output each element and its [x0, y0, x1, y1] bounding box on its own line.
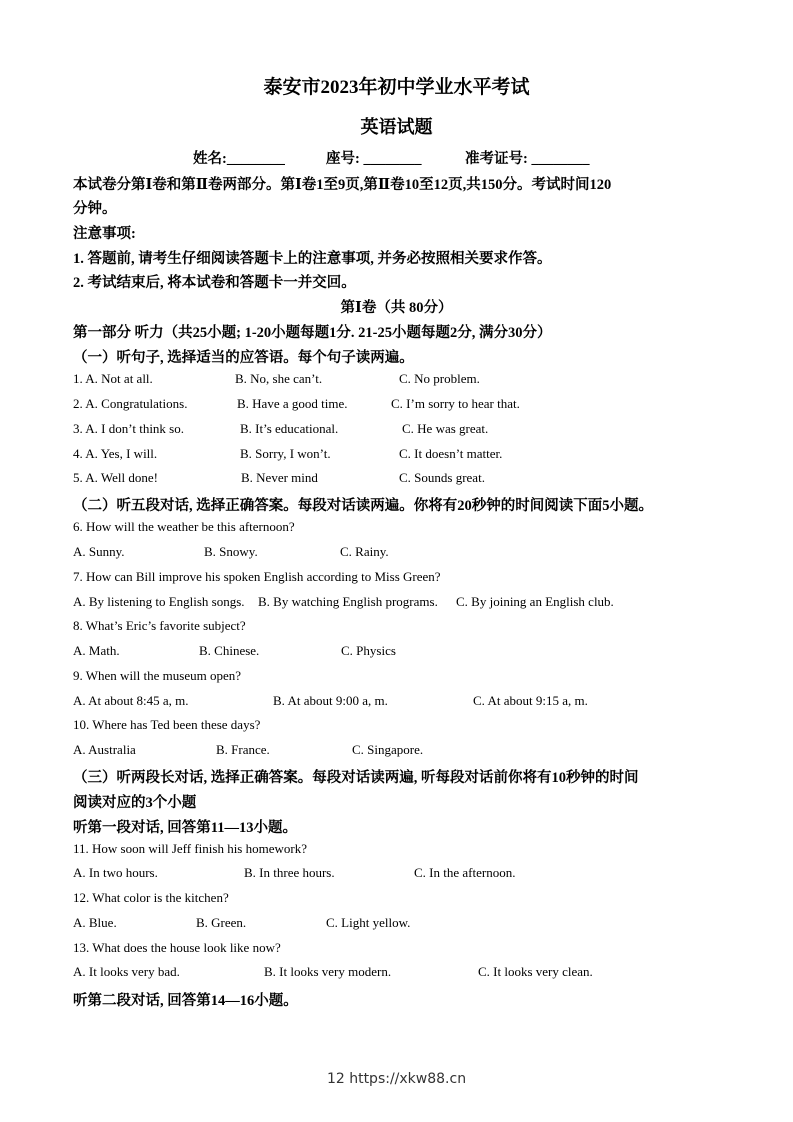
option-a: 5. A. Well done! — [73, 470, 159, 485]
option-c: C. Sounds great. — [399, 470, 485, 485]
part-1-heading: 第一部分 听力（共25小题; 1-20小题每题1分. 21-25小题每题2分, 满分30分） — [73, 325, 552, 341]
exam-title: 泰安市2023年初中学业水平考试 — [263, 77, 530, 98]
option-c: C. No problem. — [399, 371, 480, 386]
option-c: C. Singapore. — [352, 742, 424, 757]
intro-line-2: 分钟。 — [73, 201, 117, 217]
option-c: C. He was great. — [402, 421, 489, 436]
option-c: C. In the afternoon. — [414, 865, 516, 880]
intro-line-1: 本试卷分第Ⅰ卷和第Ⅱ卷两部分。第Ⅰ卷1至9页,第Ⅱ卷10至12页,共150分。考试时间120 — [73, 177, 612, 193]
option-b: B. By watching English programs. — [258, 594, 438, 609]
option-a: 4. A. Yes, I will. — [73, 446, 158, 461]
option-a: A. In two hours. — [73, 865, 158, 880]
question-stem: 10. Where has Ted been these days? — [73, 717, 261, 732]
option-c: C. Physics — [341, 643, 396, 658]
option-a: A. Math. — [73, 643, 120, 658]
notes-item-1: 1. 答题前, 请考生仔细阅读答题卡上的注意事项, 并务必按照相关要求作答。 — [73, 251, 552, 267]
notes-heading: 注意事项: — [73, 226, 136, 242]
option-c: C. It looks very clean. — [478, 964, 593, 979]
question-stem: 8. What’s Eric’s favorite subject? — [73, 618, 246, 633]
question-stem: 6. How will the weather be this afternoon? — [73, 519, 295, 534]
option-b: B. France. — [216, 742, 270, 757]
option-b: B. It’s educational. — [240, 421, 339, 436]
option-a: A. It looks very bad. — [73, 964, 180, 979]
notes-item-2: 2. 考试结束后, 将本试卷和答题卡一并交回。 — [73, 275, 356, 291]
option-a: A. Blue. — [73, 915, 117, 930]
option-b: B. At about 9:00 a, m. — [273, 693, 388, 708]
section-1-heading: （一）听句子, 选择适当的应答语。每个句子读两遍。 — [73, 350, 414, 366]
option-b: B. No, she can’t. — [235, 371, 323, 386]
dialogue-1-heading: 听第一段对话, 回答第11—13小题。 — [73, 820, 297, 836]
option-b: B. Green. — [196, 915, 247, 930]
section-3-heading-line-2: 阅读对应的3个小题 — [73, 795, 197, 811]
option-c: C. Light yellow. — [326, 915, 411, 930]
option-a: A. By listening to English songs. — [73, 594, 245, 609]
option-c: C. Rainy. — [340, 544, 389, 559]
option-a: 3. A. I don’t think so. — [73, 421, 184, 436]
seat-field: 座号: ________ — [326, 151, 422, 167]
option-b: B. It looks very modern. — [264, 964, 392, 979]
exam-subtitle: 英语试题 — [360, 117, 433, 137]
question-stem: 12. What color is the kitchen? — [73, 890, 229, 905]
dialogue-2-heading: 听第二段对话, 回答第14—16小题。 — [73, 993, 298, 1009]
option-c: C. It doesn’t matter. — [399, 446, 503, 461]
option-b: B. Have a good time. — [237, 396, 348, 411]
section-3-heading-line-1: （三）听两段长对话, 选择正确答案。每段对话读两遍, 听每段对话前你将有10秒钟的时间 — [73, 770, 639, 786]
option-b: B. In three hours. — [244, 865, 335, 880]
question-stem: 7. How can Bill improve his spoken English according to Miss Green? — [73, 569, 441, 584]
exam-id-field: 准考证号: ________ — [465, 151, 590, 167]
option-b: B. Sorry, I won’t. — [240, 446, 331, 461]
option-c: C. At about 9:15 a, m. — [473, 693, 588, 708]
volume-1-heading: 第Ⅰ卷（共 80分） — [340, 300, 453, 316]
name-field: 姓名:________ — [193, 151, 285, 167]
question-stem: 13. What does the house look like now? — [73, 940, 281, 955]
option-a: A. At about 8:45 a, m. — [73, 693, 189, 708]
section-2-heading: （二）听五段对话, 选择正确答案。每段对话读两遍。你将有20秒钟的时间阅读下面5小题。 — [73, 498, 653, 514]
option-b: B. Snowy. — [204, 544, 258, 559]
option-c: C. By joining an English club. — [456, 594, 614, 609]
option-a: A. Australia — [73, 742, 136, 757]
option-a: 2. A. Congratulations. — [73, 396, 188, 411]
option-b: B. Never mind — [241, 470, 318, 485]
option-c: C. I’m sorry to hear that. — [391, 396, 520, 411]
option-b: B. Chinese. — [199, 643, 260, 658]
option-a: 1. A. Not at all. — [73, 371, 153, 386]
question-stem: 11. How soon will Jeff finish his homework? — [73, 841, 307, 856]
option-a: A. Sunny. — [73, 544, 125, 559]
question-stem: 9. When will the museum open? — [73, 668, 242, 683]
page-footer: 12 https://xkw88.cn — [326, 1071, 467, 1087]
